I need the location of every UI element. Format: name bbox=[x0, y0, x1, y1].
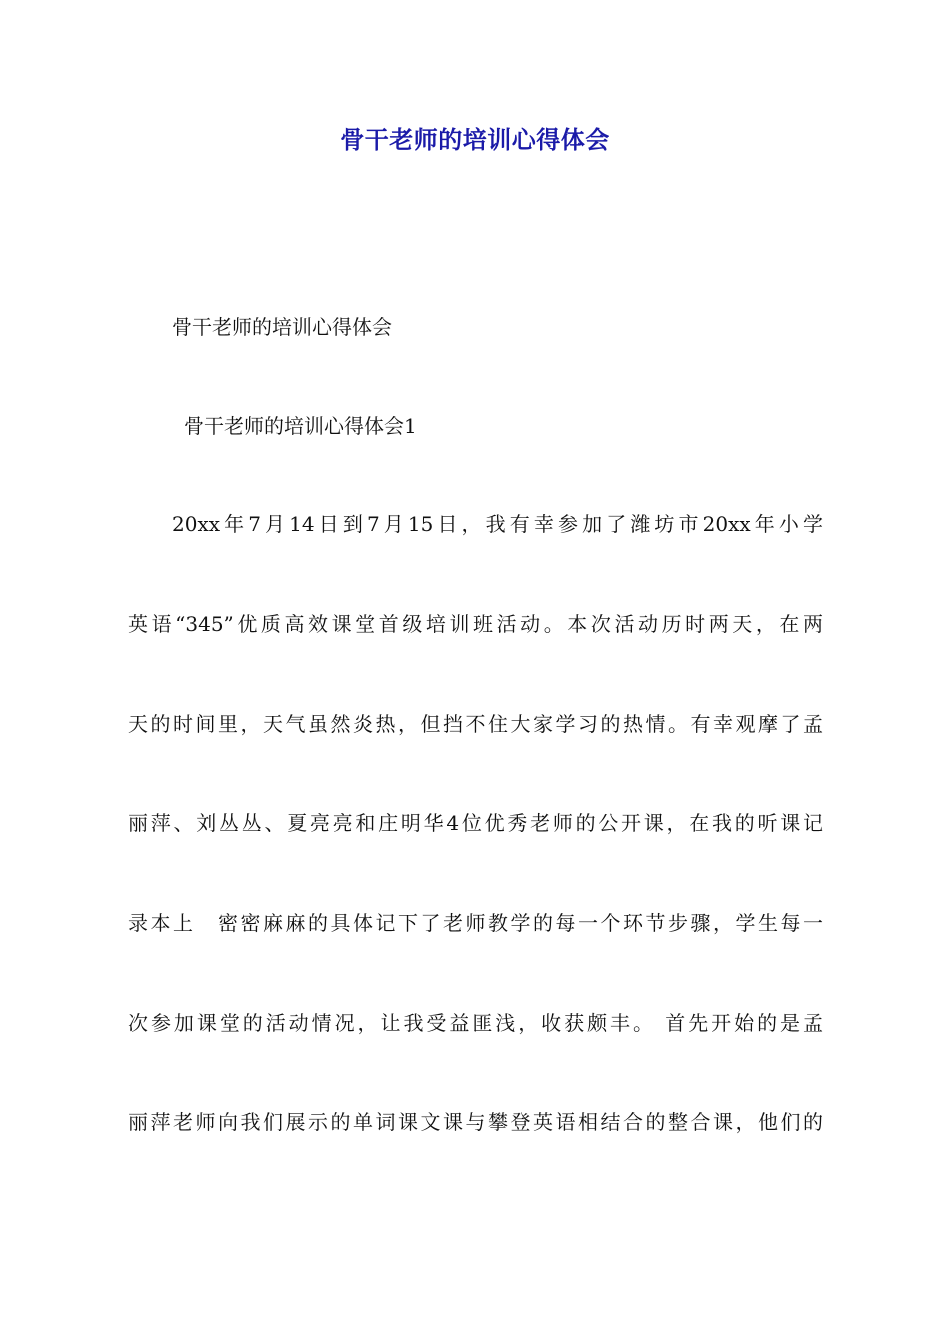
paragraph-line: 录本上 密密麻麻的具体记下了老师教学的每一个环节步骤，学生每一 bbox=[128, 911, 823, 935]
paragraph-line: 20xx年7月14日到7月15日，我有幸参加了潍坊市20xx年小学 bbox=[172, 512, 823, 536]
paragraph-line: 次参加课堂的活动情况，让我受益匪浅，收获颇丰。 首先开始的是孟 bbox=[128, 1011, 823, 1035]
section-heading: 骨干老师的培训心得体会 bbox=[172, 315, 392, 339]
paragraph-line: 丽萍、刘丛丛、夏亮亮和庄明华4位优秀老师的公开课，在我的听课记 bbox=[128, 811, 823, 835]
paragraph-line: 丽萍老师向我们展示的单词课文课与攀登英语相结合的整合课，他们的 bbox=[128, 1110, 823, 1134]
paragraph-line: 天的时间里，天气虽然炎热，但挡不住大家学习的热情。有幸观摩了孟 bbox=[128, 712, 823, 736]
paragraph-line: 英语“345”优质高效课堂首级培训班活动。本次活动历时两天，在两 bbox=[128, 612, 823, 636]
document-title: 骨干老师的培训心得体会 bbox=[340, 126, 610, 154]
section-subheading: 骨干老师的培训心得体会1 bbox=[184, 414, 417, 438]
